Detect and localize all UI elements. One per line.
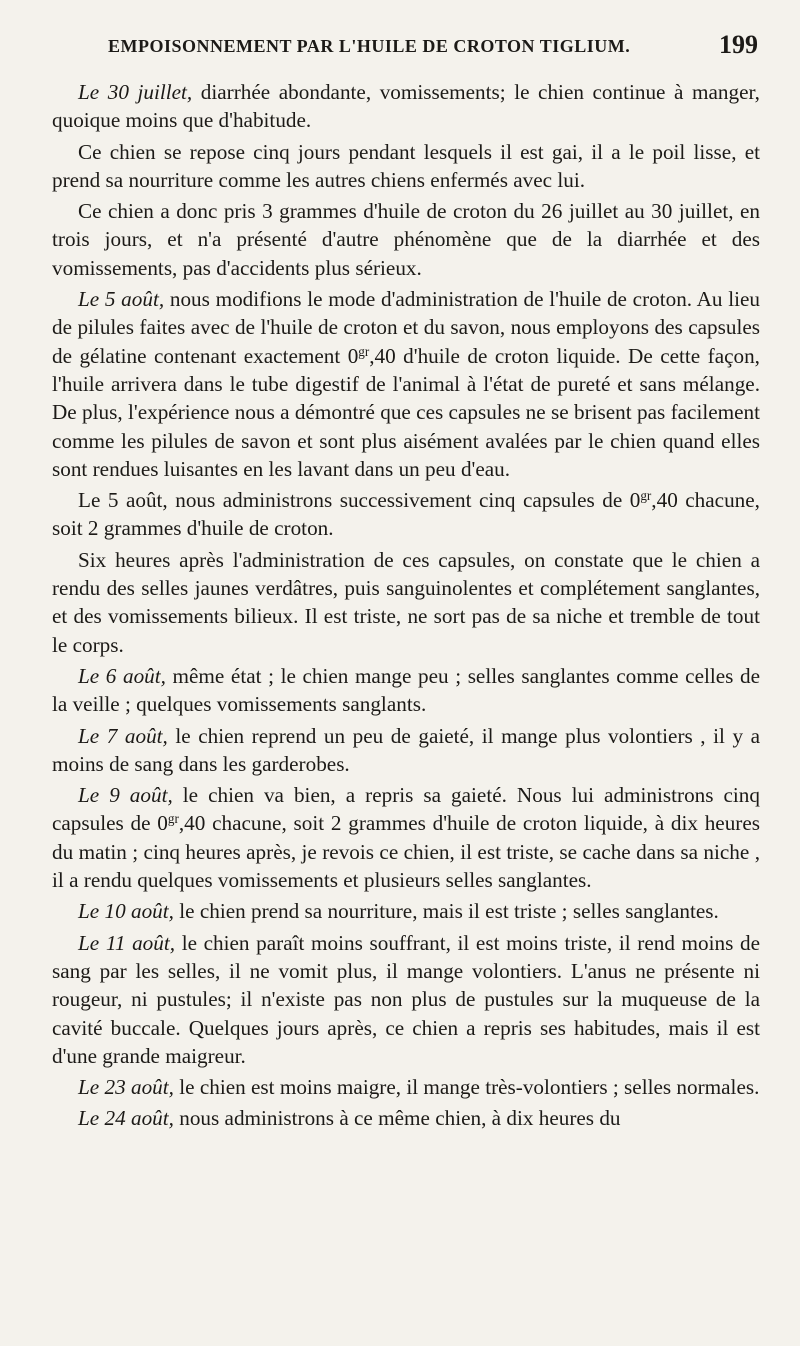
- paragraph-text: même état ; le chien mange peu ; selles sanglantes comme celles de la veille ; quelques vomissements sanglants.: [52, 663, 760, 717]
- date-lead: Le 9 août,: [78, 783, 173, 808]
- page-body: [52, 78, 760, 1133]
- paragraph-text: diarrhée abondante, vomissements; le chien continue à manger, quoique moins que d'habitude.: [52, 80, 760, 133]
- date-lead: Le 6 août,: [78, 663, 166, 688]
- date-lead: Le 7 août,: [78, 723, 168, 748]
- paragraph: [52, 662, 760, 719]
- paragraph: [52, 1073, 760, 1101]
- date-lead: Le 5 août,: [78, 287, 165, 312]
- unit-superscript: gr: [167, 811, 179, 827]
- paragraph: [52, 285, 760, 483]
- paragraph-text: Six heures après l'administration de ces capsules, on constate que le chien a rendu des selles jaunes verdâtres, puis sanguinolentes et complétement sanglantes, et des vomissements bilieux. Il est triste, ne sort pas de sa niche et tremble de tout le corps.: [52, 547, 760, 657]
- page-header: [52, 30, 760, 72]
- paragraph: [52, 546, 760, 659]
- paragraph-text: le chien prend sa nourriture, mais il est triste ; selles sanglantes.: [173, 899, 719, 924]
- paragraph-text: nous modifions le mode d'administration de l'huile de croton. Au lieu de pilules faites avec de l'huile de croton et du savon, nous employons des capsules de gélatine contenant exactement $0^{gr},40$ d'huile de croton liquide. De cette façon, l'huile arrivera dans le tube digestif de l'animal à l'état de pureté et sans mélange. De plus, l'expérience nous a démontré que ces capsules ne se brisent pas facilement comme les pilules de savon et sont plus aisément avalées par le chien quand elles sont rendues luisantes en les lavant dans un peu d'eau.: [52, 287, 760, 481]
- paragraph-text: nous administrons à ce même chien, à dix heures du: [173, 1106, 621, 1131]
- paragraph: [52, 1104, 760, 1132]
- paragraph: [52, 138, 760, 195]
- unit-superscript: gr: [640, 487, 652, 503]
- paragraph: [52, 929, 760, 1070]
- paragraph-text: Le 5 août, nous administrons successivement cinq capsules de $0^{gr},40$ chacune, soit 2 grammes d'huile de croton.: [52, 487, 760, 541]
- page-number: 199: [719, 30, 758, 59]
- paragraph-text: le chien reprend un peu de gaieté, il mange plus volontiers , il y a moins de sang dans les garderobes.: [52, 723, 761, 776]
- date-lead: Le 10 août,: [78, 899, 174, 924]
- paragraph: [52, 78, 760, 135]
- paragraph: [52, 897, 760, 925]
- unit-superscript: gr: [358, 343, 370, 359]
- paragraph-text: Ce chien se repose cinq jours pendant lesquels il est gai, il a le poil lisse, et prend sa nourriture comme les autres chiens enfermés avec lui.: [52, 139, 760, 192]
- date-lead: Le 30 juillet,: [78, 80, 193, 104]
- date-lead: Le 23 août,: [78, 1075, 174, 1100]
- paragraph: [52, 486, 760, 543]
- date-lead: Le 24 août,: [78, 1106, 174, 1131]
- paragraph-text: le chien paraît moins souffrant, il est moins triste, il rend moins de sang par les selles, il ne vomit plus, il mange volontiers. L'anus ne présente ni rougeur, ni pustules; il n'existe pas non plus de pustules sur la muqueuse de la cavité buccale. Quelques jours après, ce chien a repris ses habitudes, mais il est d'une grande maigreur.: [52, 930, 760, 1068]
- date-lead: Le 11 août,: [78, 930, 176, 955]
- paragraph: [52, 197, 760, 282]
- paragraph: [52, 781, 760, 894]
- paragraph-text: Ce chien a donc pris 3 grammes d'huile de croton du 26 juillet au 30 juillet, en trois jours, et n'a présenté d'autre phénomène que de la diarrhée et des vomissements, pas d'accidents plus sérieux.: [52, 199, 760, 280]
- paragraph: [52, 722, 760, 779]
- running-title: EMPOISONNEMENT PAR L'HUILE DE CROTON TIGLIUM.: [108, 36, 631, 56]
- paragraph-text: le chien va bien, a repris sa gaieté. Nous lui administrons cinq capsules de $0^{gr},40$ chacune, soit 2 grammes d'huile de croton liquide, à dix heures du matin ; cinq heures après, je revois ce chien, il est triste, se cache dans sa niche , il a rendu quelques vomissements et plusieurs selles sanglantes.: [52, 783, 760, 893]
- paragraph-text: le chien est moins maigre, il mange très-volontiers ; selles normales.: [173, 1075, 760, 1100]
